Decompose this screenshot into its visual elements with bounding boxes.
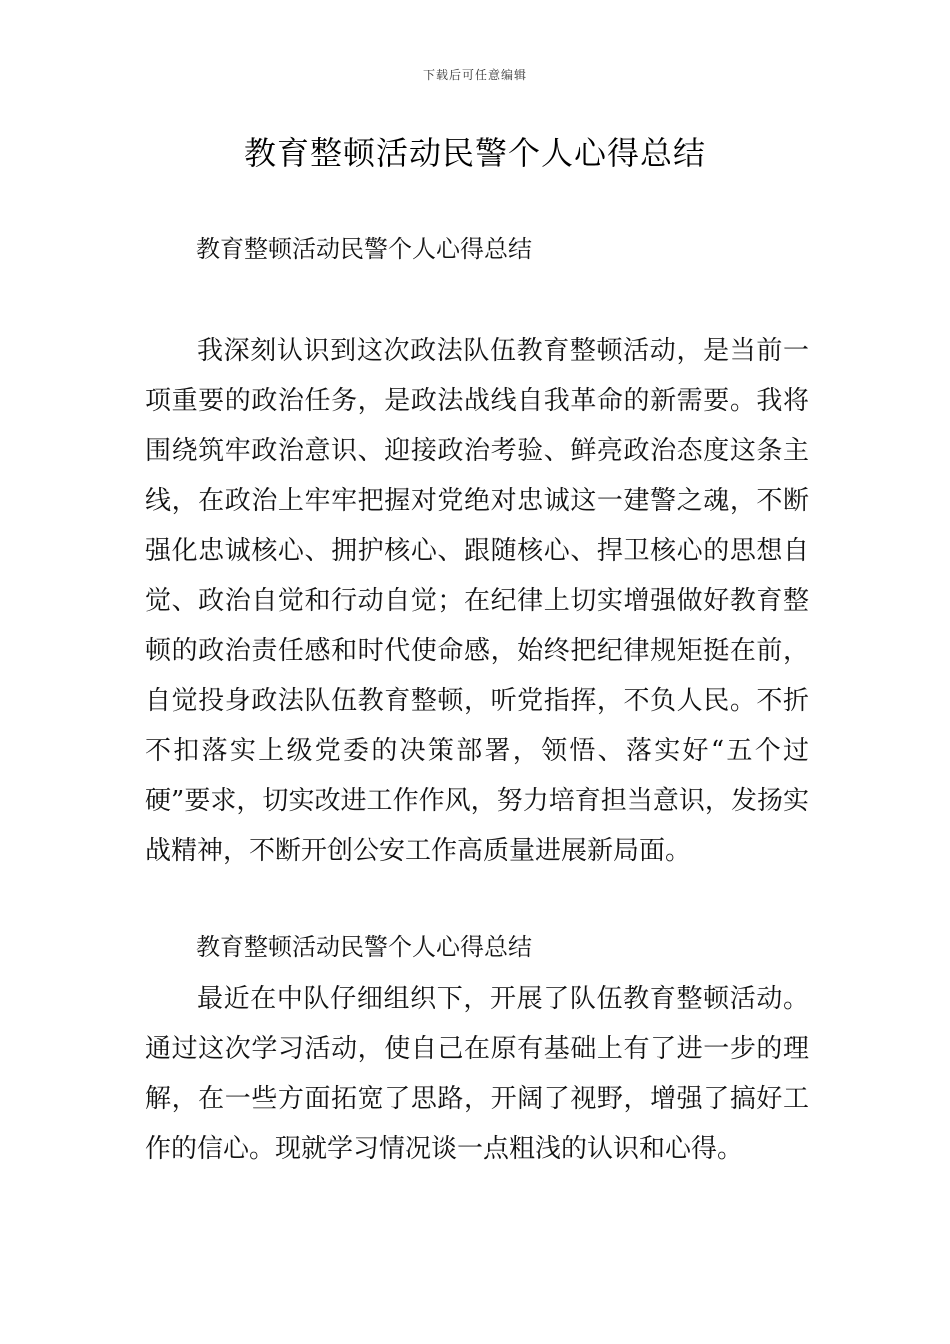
- section-heading: 教育整顿活动民警个人心得总结: [196, 235, 532, 263]
- page-title: 教育整顿活动民警个人心得总结: [243, 134, 706, 172]
- header-note: 下载后可任意编辑: [422, 68, 527, 82]
- body-paragraph: 最近在中队仔细组织下，开展了队伍教育整顿活动。通过这次学习活动，使自己在原有基础上有了进一步的理解，在一些方面拓宽了思路，开阔了视野，增强了搞好工作的信心。现就学习情况谈一点粗浅的认识和心得。: [145, 984, 809, 1164]
- section-heading: 教育整顿活动民警个人心得总结: [196, 933, 532, 961]
- body-paragraph: 我深刻认识到这次政法队伍教育整顿活动，是当前一项重要的政治任务，是政法战线自我革命的新需要。我将围绕筑牢政治意识、迎接政治考验、鲜亮政治态度这条主线，在政治上牢牢把握对党绝对忠诚这一建警之魂，不断强化忠诚核心、拥护核心、跟随核心、捍卫核心的思想自觉、政治自觉和行动自觉；在纪律上切实增强做好教育整顿的政治责任感和时代使命感，始终把纪律规矩挺在前，自觉投身政法队伍教育整顿，听党指挥，不负人民。不折不扣落实上级党委的决策部署，领悟、落实好“五个过硬”要求，切实改进工作作风，努力培育担当意识，发扬实战精神，不断开创公安工作高质量进展新局面。: [145, 336, 809, 866]
